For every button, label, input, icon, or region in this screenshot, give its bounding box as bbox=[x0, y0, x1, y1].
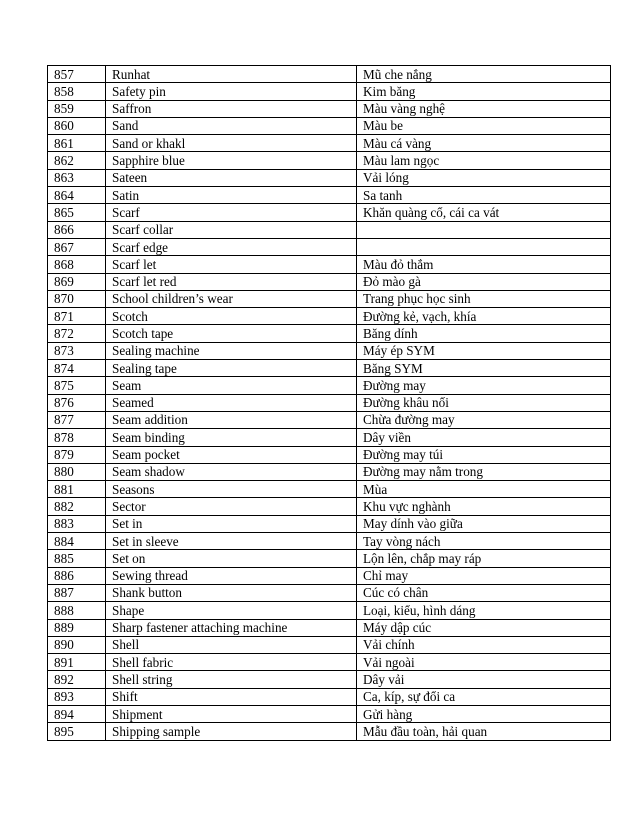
row-number-cell: 877 bbox=[48, 411, 106, 428]
row-number-cell: 882 bbox=[48, 498, 106, 515]
table-row bbox=[48, 411, 611, 428]
vietnamese-term-cell: Đỏ mào gà bbox=[357, 273, 611, 290]
english-term-cell: Seam addition bbox=[106, 411, 357, 428]
english-term-cell: Seamed bbox=[106, 394, 357, 411]
english-term-cell: Seam bbox=[106, 377, 357, 394]
english-term-cell: Shell string bbox=[106, 671, 357, 688]
row-number-cell: 861 bbox=[48, 135, 106, 152]
table-row bbox=[48, 446, 611, 463]
vietnamese-term-cell: Ca, kíp, sự đổi ca bbox=[357, 688, 611, 705]
row-number-cell: 895 bbox=[48, 723, 106, 740]
table-row bbox=[48, 377, 611, 394]
table-row bbox=[48, 152, 611, 169]
table-row bbox=[48, 187, 611, 204]
row-number-cell: 885 bbox=[48, 550, 106, 567]
english-term-cell: Scarf collar bbox=[106, 221, 357, 238]
row-number-cell: 893 bbox=[48, 688, 106, 705]
vietnamese-term-cell bbox=[357, 238, 611, 255]
english-term-cell: Set in sleeve bbox=[106, 533, 357, 550]
table-row bbox=[48, 238, 611, 255]
row-number-cell: 883 bbox=[48, 515, 106, 532]
vietnamese-term-cell: Máy dập cúc bbox=[357, 619, 611, 636]
row-number-cell: 865 bbox=[48, 204, 106, 221]
english-term-cell: Shank button bbox=[106, 584, 357, 601]
english-term-cell: Sector bbox=[106, 498, 357, 515]
row-number-cell: 872 bbox=[48, 325, 106, 342]
vietnamese-term-cell: Loại, kiểu, hình dáng bbox=[357, 602, 611, 619]
row-number-cell: 862 bbox=[48, 152, 106, 169]
table-row bbox=[48, 169, 611, 186]
table-row bbox=[48, 221, 611, 238]
vietnamese-term-cell: Gửi hàng bbox=[357, 705, 611, 722]
vietnamese-term-cell: Băng dính bbox=[357, 325, 611, 342]
row-number-cell: 890 bbox=[48, 636, 106, 653]
vietnamese-term-cell: Màu vàng nghệ bbox=[357, 100, 611, 117]
vietnamese-term-cell: Khăn quàng cổ, cái ca vát bbox=[357, 204, 611, 221]
english-term-cell: Shipment bbox=[106, 705, 357, 722]
table-row bbox=[48, 325, 611, 342]
english-term-cell: Shell fabric bbox=[106, 654, 357, 671]
table-row bbox=[48, 100, 611, 117]
english-term-cell: Seam shadow bbox=[106, 463, 357, 480]
vietnamese-term-cell: Chừa đường may bbox=[357, 411, 611, 428]
english-term-cell: Satin bbox=[106, 187, 357, 204]
row-number-cell: 864 bbox=[48, 187, 106, 204]
vietnamese-term-cell: Trang phục học sinh bbox=[357, 290, 611, 307]
row-number-cell: 859 bbox=[48, 100, 106, 117]
vietnamese-term-cell: Tay vòng nách bbox=[357, 533, 611, 550]
vietnamese-term-cell: Màu đỏ thắm bbox=[357, 256, 611, 273]
row-number-cell: 889 bbox=[48, 619, 106, 636]
english-term-cell: Saffron bbox=[106, 100, 357, 117]
table-row bbox=[48, 394, 611, 411]
row-number-cell: 880 bbox=[48, 463, 106, 480]
vietnamese-term-cell: Kim băng bbox=[357, 83, 611, 100]
vietnamese-term-cell: Chỉ may bbox=[357, 567, 611, 584]
table-row bbox=[48, 290, 611, 307]
english-term-cell: Shift bbox=[106, 688, 357, 705]
table-row bbox=[48, 429, 611, 446]
english-term-cell: Scarf let red bbox=[106, 273, 357, 290]
english-term-cell: Scarf edge bbox=[106, 238, 357, 255]
english-term-cell: Seam pocket bbox=[106, 446, 357, 463]
table-row bbox=[48, 204, 611, 221]
vietnamese-term-cell: Màu be bbox=[357, 117, 611, 134]
english-term-cell: Safety pin bbox=[106, 83, 357, 100]
table-row bbox=[48, 654, 611, 671]
vietnamese-term-cell bbox=[357, 221, 611, 238]
table-row bbox=[48, 705, 611, 722]
english-term-cell: Sand bbox=[106, 117, 357, 134]
vietnamese-term-cell: Máy ép SYM bbox=[357, 342, 611, 359]
row-number-cell: 881 bbox=[48, 481, 106, 498]
row-number-cell: 863 bbox=[48, 169, 106, 186]
english-term-cell: Scarf bbox=[106, 204, 357, 221]
row-number-cell: 884 bbox=[48, 533, 106, 550]
table-row bbox=[48, 723, 611, 740]
vietnamese-term-cell: Đường may bbox=[357, 377, 611, 394]
english-term-cell: Runhat bbox=[106, 66, 357, 83]
table-row bbox=[48, 273, 611, 290]
row-number-cell: 887 bbox=[48, 584, 106, 601]
row-number-cell: 894 bbox=[48, 705, 106, 722]
table-row bbox=[48, 636, 611, 653]
table-row bbox=[48, 117, 611, 134]
row-number-cell: 886 bbox=[48, 567, 106, 584]
table-row bbox=[48, 567, 611, 584]
vietnamese-term-cell: Màu lam ngọc bbox=[357, 152, 611, 169]
vietnamese-term-cell: Vải chính bbox=[357, 636, 611, 653]
table-row bbox=[48, 602, 611, 619]
row-number-cell: 860 bbox=[48, 117, 106, 134]
table-row bbox=[48, 550, 611, 567]
vietnamese-term-cell: Sa tanh bbox=[357, 187, 611, 204]
vietnamese-term-cell: Dây vải bbox=[357, 671, 611, 688]
english-term-cell: Set on bbox=[106, 550, 357, 567]
table-row bbox=[48, 360, 611, 377]
row-number-cell: 876 bbox=[48, 394, 106, 411]
row-number-cell: 858 bbox=[48, 83, 106, 100]
english-term-cell: Set in bbox=[106, 515, 357, 532]
table-row bbox=[48, 671, 611, 688]
table-row bbox=[48, 83, 611, 100]
vietnamese-term-cell: Màu cá vàng bbox=[357, 135, 611, 152]
table-row bbox=[48, 584, 611, 601]
english-term-cell: Sharp fastener attaching machine bbox=[106, 619, 357, 636]
row-number-cell: 868 bbox=[48, 256, 106, 273]
table-row bbox=[48, 256, 611, 273]
glossary-table-body bbox=[48, 66, 611, 741]
table-row bbox=[48, 135, 611, 152]
english-term-cell: Seam binding bbox=[106, 429, 357, 446]
vietnamese-term-cell: Đường may nằm trong bbox=[357, 463, 611, 480]
english-term-cell: Sealing tape bbox=[106, 360, 357, 377]
row-number-cell: 870 bbox=[48, 290, 106, 307]
english-term-cell: Sewing thread bbox=[106, 567, 357, 584]
row-number-cell: 866 bbox=[48, 221, 106, 238]
vietnamese-term-cell: May dính vào giữa bbox=[357, 515, 611, 532]
vietnamese-term-cell: Đường kẻ, vạch, khía bbox=[357, 308, 611, 325]
table-row bbox=[48, 619, 611, 636]
table-row bbox=[48, 66, 611, 83]
vietnamese-term-cell: Mẫu đầu toàn, hải quan bbox=[357, 723, 611, 740]
row-number-cell: 892 bbox=[48, 671, 106, 688]
english-term-cell: Shape bbox=[106, 602, 357, 619]
table-row bbox=[48, 342, 611, 359]
vietnamese-term-cell: Mũ che nắng bbox=[357, 66, 611, 83]
row-number-cell: 891 bbox=[48, 654, 106, 671]
vietnamese-term-cell: Đường khâu nối bbox=[357, 394, 611, 411]
english-term-cell: Seasons bbox=[106, 481, 357, 498]
row-number-cell: 857 bbox=[48, 66, 106, 83]
row-number-cell: 874 bbox=[48, 360, 106, 377]
vietnamese-term-cell: Vải lóng bbox=[357, 169, 611, 186]
english-term-cell: Shell bbox=[106, 636, 357, 653]
english-term-cell: Shipping sample bbox=[106, 723, 357, 740]
english-term-cell: Sapphire blue bbox=[106, 152, 357, 169]
row-number-cell: 888 bbox=[48, 602, 106, 619]
table-row bbox=[48, 533, 611, 550]
vietnamese-term-cell: Lộn lên, chắp may ráp bbox=[357, 550, 611, 567]
vietnamese-term-cell: Khu vực nghành bbox=[357, 498, 611, 515]
row-number-cell: 875 bbox=[48, 377, 106, 394]
table-row bbox=[48, 481, 611, 498]
row-number-cell: 873 bbox=[48, 342, 106, 359]
vietnamese-term-cell: Mùa bbox=[357, 481, 611, 498]
row-number-cell: 869 bbox=[48, 273, 106, 290]
table-row bbox=[48, 688, 611, 705]
english-term-cell: Scotch tape bbox=[106, 325, 357, 342]
english-term-cell: Sand or khakl bbox=[106, 135, 357, 152]
glossary-table bbox=[47, 65, 611, 741]
row-number-cell: 871 bbox=[48, 308, 106, 325]
english-term-cell: School children’s wear bbox=[106, 290, 357, 307]
vietnamese-term-cell: Đường may túi bbox=[357, 446, 611, 463]
table-row bbox=[48, 498, 611, 515]
english-term-cell: Scotch bbox=[106, 308, 357, 325]
table-row bbox=[48, 308, 611, 325]
vietnamese-term-cell: Vải ngoài bbox=[357, 654, 611, 671]
vietnamese-term-cell: Cúc có chân bbox=[357, 584, 611, 601]
row-number-cell: 878 bbox=[48, 429, 106, 446]
table-row bbox=[48, 515, 611, 532]
row-number-cell: 879 bbox=[48, 446, 106, 463]
english-term-cell: Sateen bbox=[106, 169, 357, 186]
vietnamese-term-cell: Băng SYM bbox=[357, 360, 611, 377]
english-term-cell: Sealing machine bbox=[106, 342, 357, 359]
row-number-cell: 867 bbox=[48, 238, 106, 255]
vietnamese-term-cell: Dây viền bbox=[357, 429, 611, 446]
english-term-cell: Scarf let bbox=[106, 256, 357, 273]
table-row bbox=[48, 463, 611, 480]
